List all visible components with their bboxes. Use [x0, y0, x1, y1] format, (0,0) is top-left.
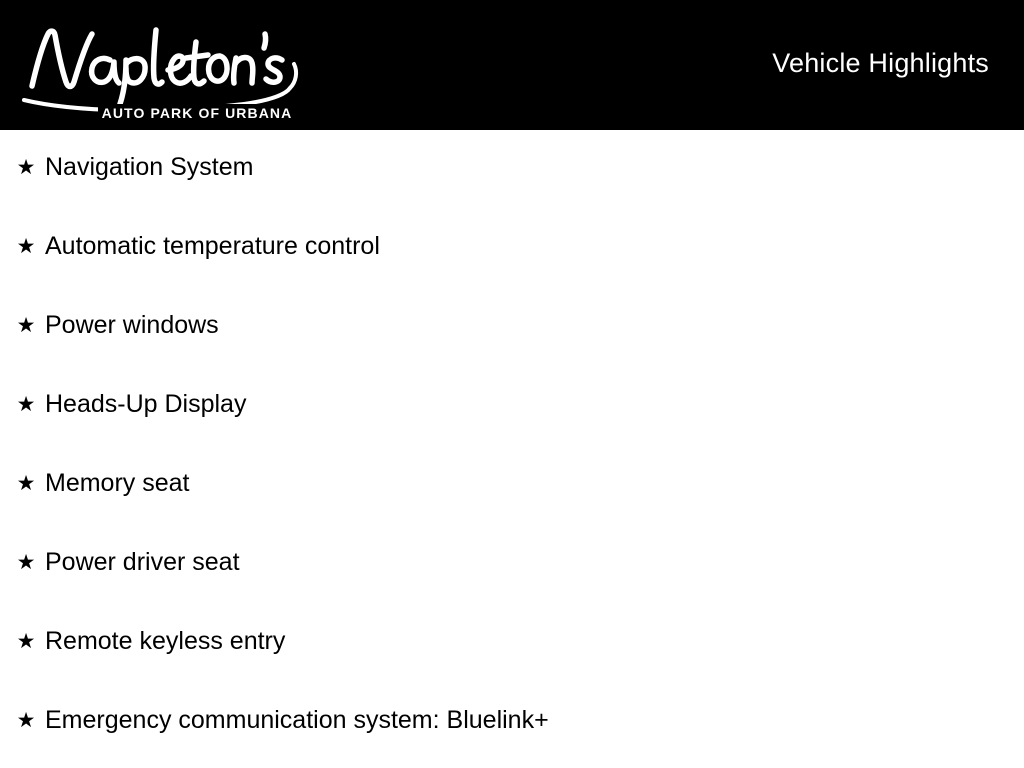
list-item-label: Remote keyless entry: [45, 627, 286, 655]
star-icon: ★: [16, 155, 36, 179]
page-header: [0, 0, 1024, 130]
star-icon: ★: [16, 234, 36, 258]
star-icon: ★: [16, 708, 36, 732]
page-title: Vehicle Highlights: [772, 48, 989, 78]
list-item: [0, 705, 1024, 768]
napletons-logo: [14, 8, 306, 120]
star-icon: ★: [16, 471, 36, 495]
list-item: [0, 310, 1024, 389]
list-item-label: Power windows: [45, 311, 219, 339]
vehicle-highlights-list: [0, 130, 1024, 768]
list-item: [0, 231, 1024, 310]
star-icon: ★: [16, 313, 36, 337]
star-icon: ★: [16, 392, 36, 416]
list-item-label: Emergency communication system: Bluelink+: [45, 706, 549, 734]
logo-subtitle-group: [98, 104, 296, 120]
list-item-label: Memory seat: [45, 469, 190, 497]
list-item-label: Navigation System: [45, 153, 254, 181]
list-item: [0, 626, 1024, 705]
list-item-label: Heads-Up Display: [45, 390, 247, 418]
list-item-label: Automatic temperature control: [45, 232, 380, 260]
list-item: [0, 547, 1024, 626]
list-item: [0, 468, 1024, 547]
svg-text:AUTO PARK OF URBANA: AUTO PARK OF URBANA: [101, 105, 293, 120]
star-icon: ★: [16, 550, 36, 574]
list-item-label: Power driver seat: [45, 548, 240, 576]
star-icon: ★: [16, 629, 36, 653]
list-item: [0, 389, 1024, 468]
list-item: [0, 152, 1024, 231]
